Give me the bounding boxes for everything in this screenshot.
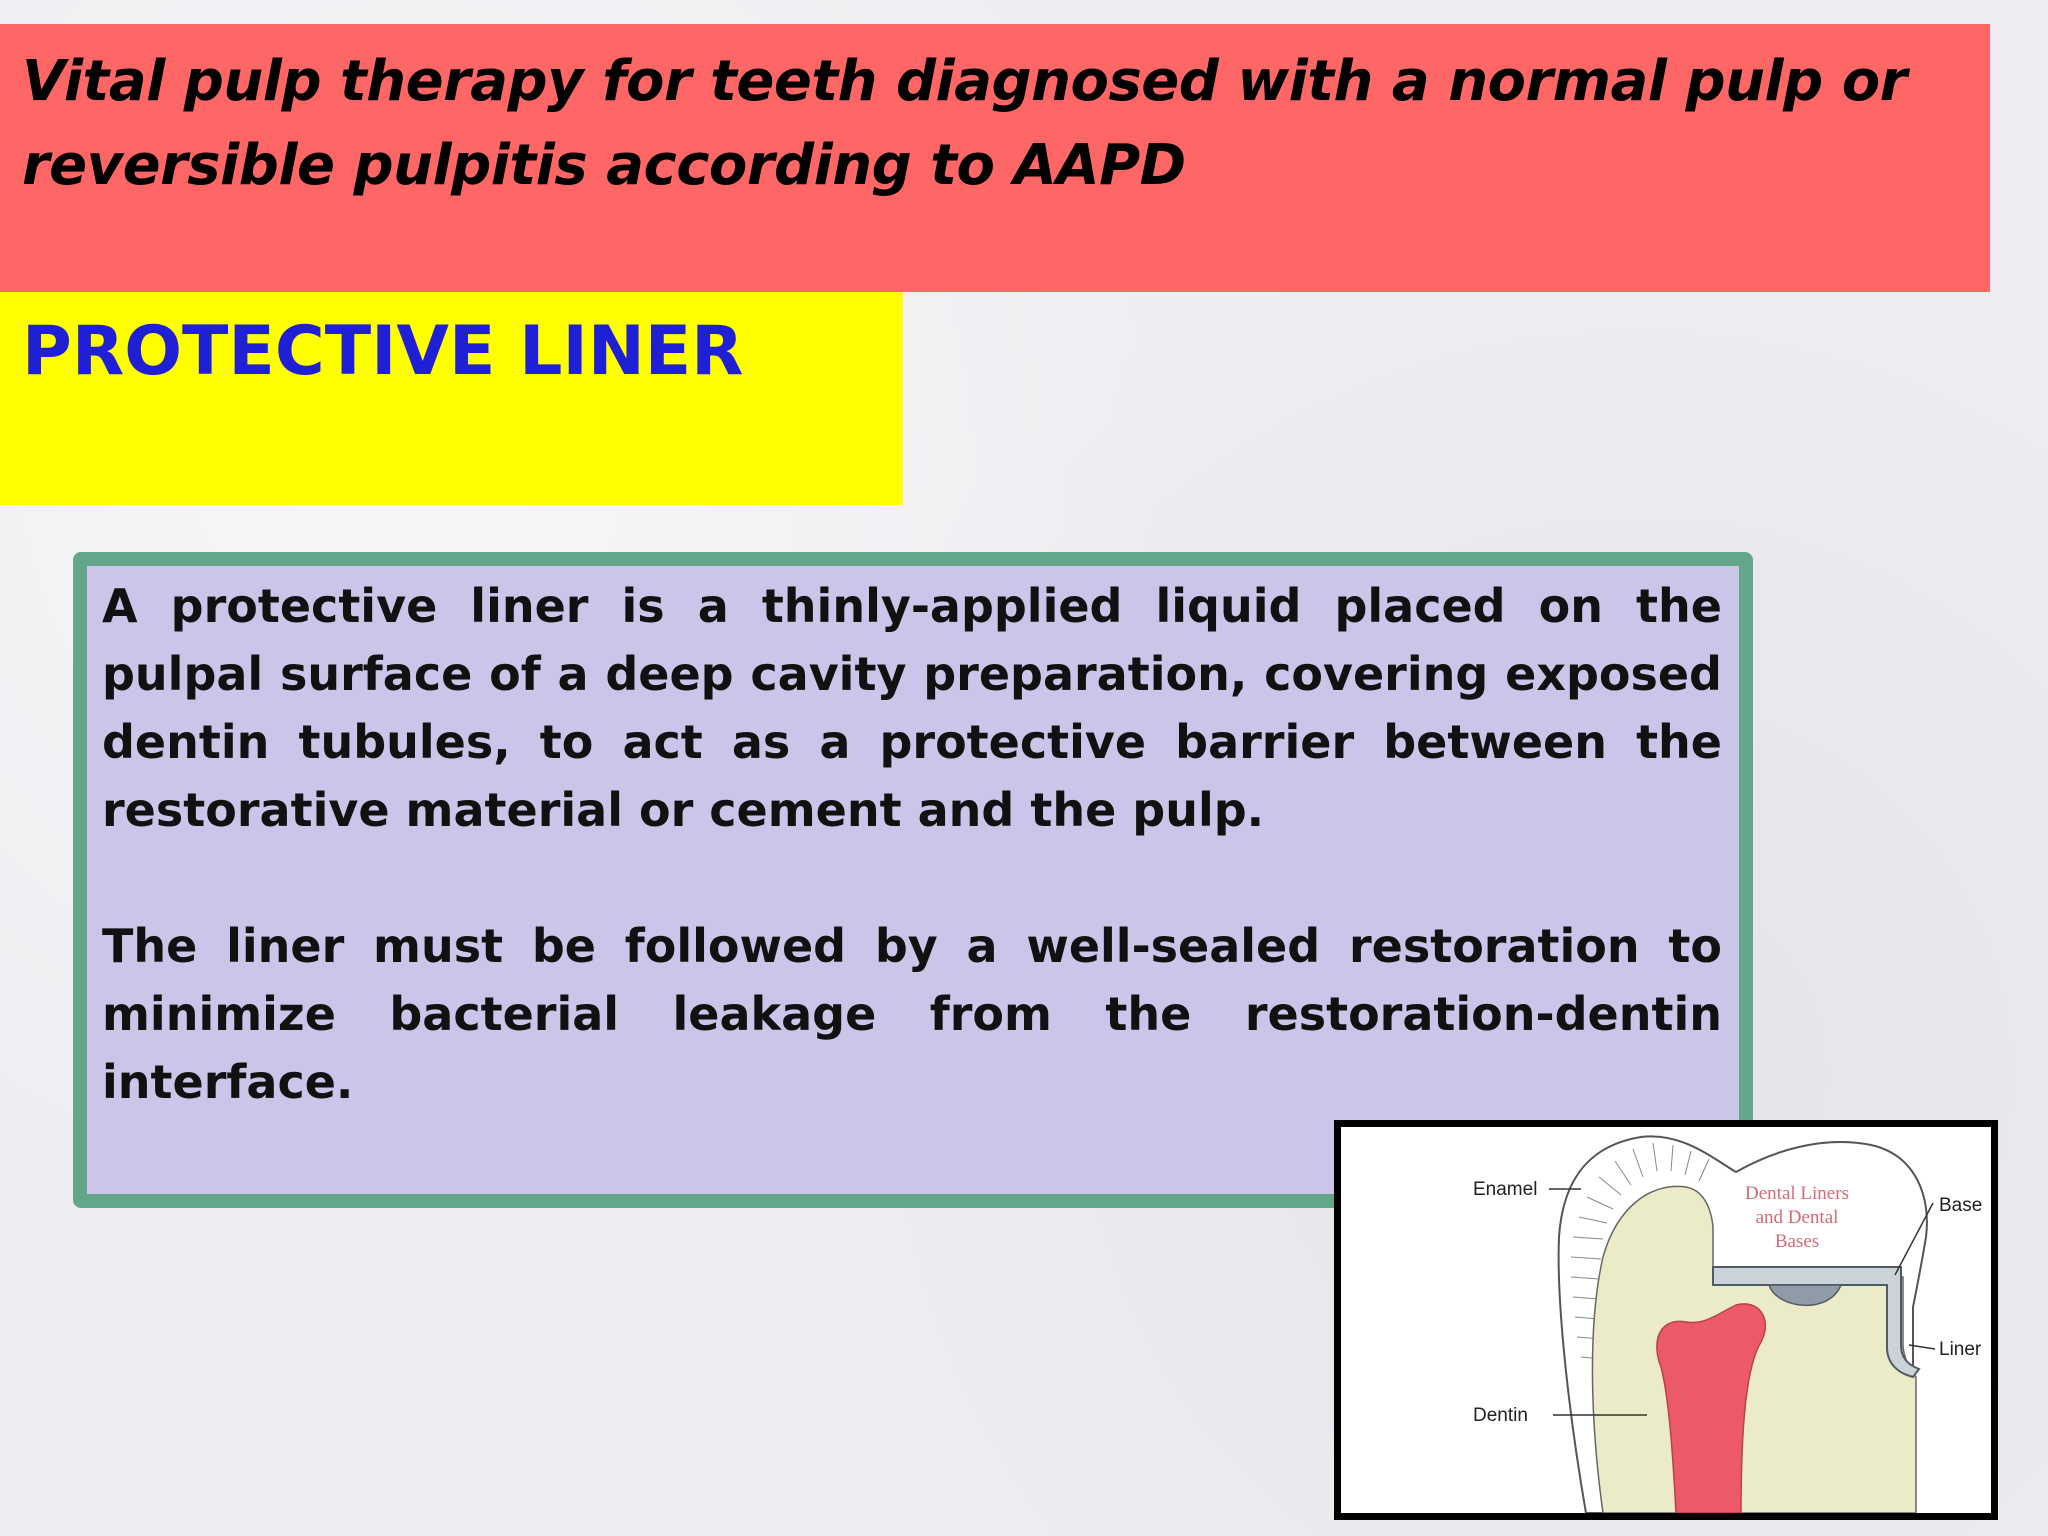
dentin-label: Dentin xyxy=(1473,1405,1528,1426)
tooth-diagram-figure xyxy=(1334,1120,1998,1520)
definition-paragraph: A protective liner is a thinly-applied liquid placed on the pulpal surface of a deep cavity preparation, covering exposed dentin tubules, to act as a protective barrier between the restorative material or cement and the pulp. xyxy=(102,579,1722,837)
slide-title: Vital pulp therapy for teeth diagnosed with a normal pulp or reversible pulpitis according to AAPD xyxy=(22,49,1907,198)
definition-text xyxy=(102,572,1722,1184)
enamel-label: Enamel xyxy=(1473,1179,1538,1200)
liner-label: Liner xyxy=(1939,1339,1982,1360)
base-label: Base xyxy=(1939,1195,1983,1216)
watermark-line-1: Dental Liners xyxy=(1745,1183,1849,1204)
watermark-line-3: Bases xyxy=(1774,1231,1820,1252)
watermark-line-2: and Dental xyxy=(1755,1207,1839,1228)
restoration-paragraph: The liner must be followed by a well-sealed restoration to minimize bacterial leakage from the restoration-dentin interface. xyxy=(102,919,1722,1109)
slide-subtitle: PROTECTIVE LINER xyxy=(22,312,744,391)
tooth-diagram xyxy=(1341,1127,1991,1513)
